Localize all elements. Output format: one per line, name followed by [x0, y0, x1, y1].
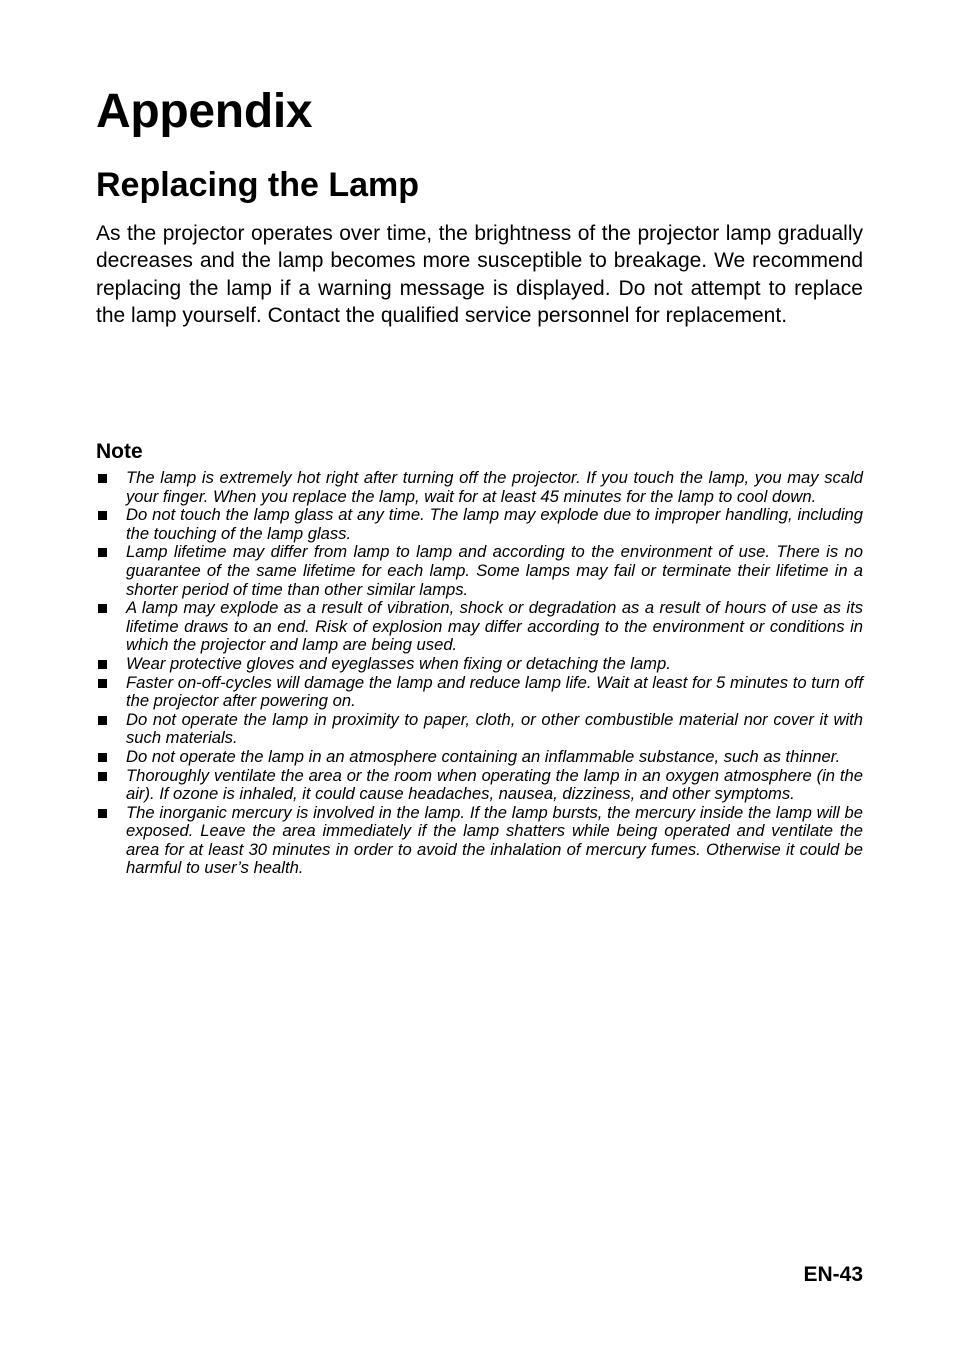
note-item: [96, 748, 863, 767]
note-text: Thoroughly ventilate the area or the room when operating the lamp in an oxygen atmosphere (in the air). If ozone is inhaled, it could cause headaches, nausea, dizziness, and other symptoms.: [126, 765, 863, 804]
note-item: [96, 674, 863, 711]
square-bullet-icon: [98, 604, 107, 613]
note-item: [96, 506, 863, 543]
page-number: EN-43: [803, 1263, 863, 1286]
note-text: Lamp lifetime may differ from lamp to lamp and according to the environment of use. There is no guarantee of the same lifetime for each lamp. Some lamps may fail or terminate their lifetime in a shorter period of time than other similar lamps.: [126, 542, 863, 599]
note-item: [96, 543, 863, 599]
square-bullet-icon: [98, 753, 107, 762]
note-item: [96, 599, 863, 655]
square-bullet-icon: [98, 772, 107, 781]
square-bullet-icon: [98, 660, 107, 669]
page-title: Appendix: [96, 85, 313, 138]
note-text: A lamp may explode as a result of vibration, shock or degradation as a result of hours of use as its lifetime draws to an end. Risk of explosion may differ according to the environment or conditions in which the projector and lamp are being used.: [126, 598, 863, 655]
note-text: The inorganic mercury is involved in the lamp. If the lamp bursts, the mercury inside the lamp will be exposed. Leave the area immediately if the lamp shatters while being operated and ventilate the area for at least 30 minutes in order to avoid the inhalation of mercury fumes. Otherwise it could be harmful to user’s health.: [126, 802, 863, 878]
note-item: [96, 655, 863, 674]
note-list: [96, 469, 863, 878]
square-bullet-icon: [98, 511, 107, 520]
square-bullet-icon: [98, 548, 107, 557]
note-text: Do not operate the lamp in proximity to paper, cloth, or other combustible material nor cover it with such materials.: [126, 709, 863, 748]
intro-paragraph: As the projector operates over time, the brightness of the projector lamp gradually decreases and the lamp becomes more susceptible to breakage. We recommend replacing the lamp if a warning message is displayed. Do not attempt to replace the lamp yourself. Contact the qualified service personnel for replacement.: [96, 222, 863, 327]
note-item: [96, 767, 863, 804]
note-text: Wear protective gloves and eyeglasses when fixing or detaching the lamp.: [126, 653, 671, 673]
note-text: The lamp is extremely hot right after turning off the projector. If you touch the lamp, you may scald your finger. When you replace the lamp, wait for at least 45 minutes for the lamp to cool down.: [126, 468, 863, 506]
square-bullet-icon: [98, 716, 107, 725]
note-text: Do not touch the lamp glass at any time. The lamp may explode due to improper handling, including the touching of the lamp glass.: [126, 505, 863, 543]
section-title: Replacing the Lamp: [96, 166, 420, 204]
note-item: [96, 469, 863, 506]
square-bullet-icon: [98, 809, 107, 818]
note-item: [96, 804, 863, 878]
note-heading: Note: [96, 440, 143, 463]
square-bullet-icon: [98, 474, 107, 483]
note-text: Do not operate the lamp in an atmosphere containing an inflammable substance, such as thinner.: [126, 746, 841, 766]
square-bullet-icon: [98, 679, 107, 688]
note-text: Faster on-off-cycles will damage the lamp and reduce lamp life. Wait at least for 5 minutes to turn off the projector after powering on.: [126, 672, 863, 711]
note-item: [96, 711, 863, 748]
